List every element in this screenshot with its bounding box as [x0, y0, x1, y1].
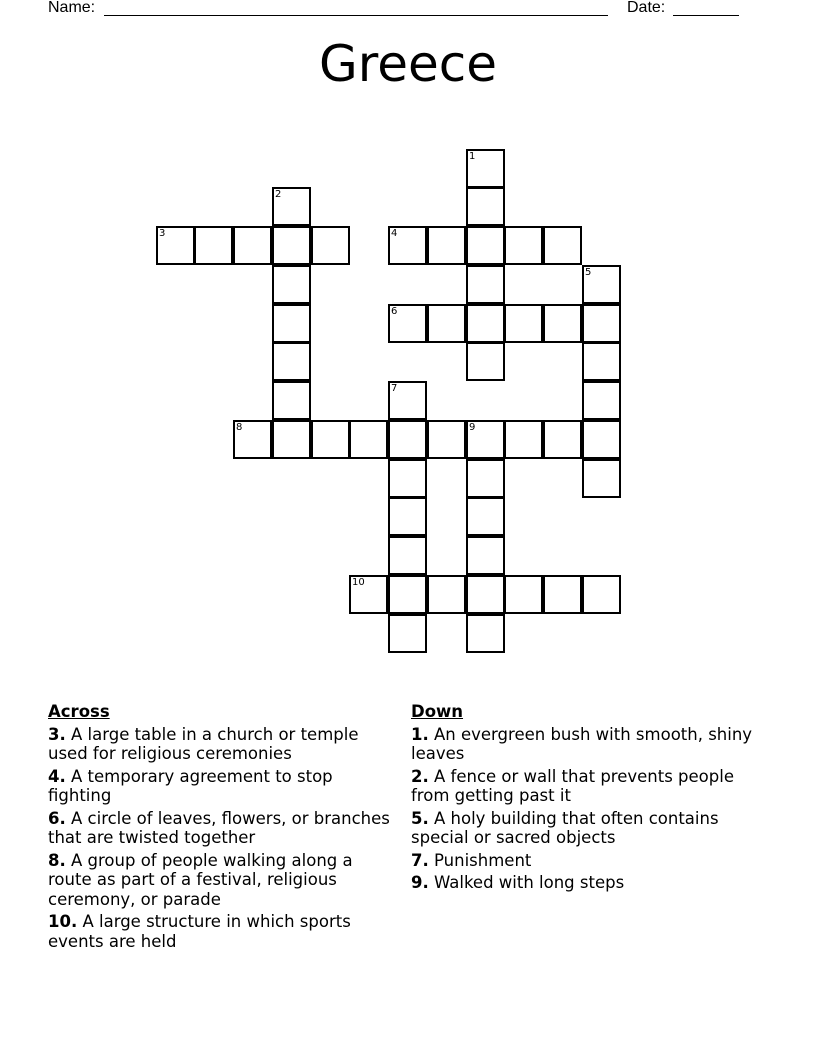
clue-text: A circle of leaves, flowers, or branches that are twisted together	[48, 808, 390, 847]
grid-cell[interactable]	[427, 575, 466, 614]
grid-cell[interactable]	[388, 497, 427, 536]
clue-number: 1.	[411, 724, 429, 744]
clue-item	[411, 851, 756, 871]
grid-cell[interactable]	[466, 226, 505, 265]
clue-text: Punishment	[434, 850, 532, 870]
grid-cell[interactable]	[543, 304, 582, 343]
grid-cell[interactable]	[466, 575, 505, 614]
grid-cell[interactable]	[272, 420, 311, 459]
grid-cell[interactable]	[466, 304, 505, 343]
down-clues	[411, 702, 756, 896]
grid-cell[interactable]	[388, 536, 427, 575]
grid-cell[interactable]	[466, 265, 505, 304]
cell-number: 1	[469, 151, 476, 162]
grid-cell[interactable]	[582, 342, 621, 381]
clue-item	[48, 809, 393, 848]
grid-cell[interactable]	[311, 420, 350, 459]
grid-cell[interactable]	[272, 226, 311, 265]
grid-cell[interactable]	[504, 575, 543, 614]
grid-cell[interactable]	[427, 420, 466, 459]
grid-cell[interactable]	[194, 226, 233, 265]
grid-cell[interactable]	[466, 459, 505, 498]
grid-cell[interactable]	[388, 420, 427, 459]
clue-text: A holy building that often contains special or sacred objects	[411, 808, 719, 847]
grid-cell[interactable]	[233, 226, 272, 265]
clue-text: A temporary agreement to stop fighting	[48, 766, 333, 805]
grid-cell[interactable]	[466, 536, 505, 575]
cell-number: 9	[469, 422, 476, 433]
grid-cell[interactable]	[311, 226, 350, 265]
grid-cell[interactable]	[349, 575, 388, 614]
grid-cell[interactable]	[582, 575, 621, 614]
clue-number: 4.	[48, 766, 66, 786]
grid-cell[interactable]	[543, 575, 582, 614]
grid-cell[interactable]	[582, 420, 621, 459]
grid-cell[interactable]	[388, 575, 427, 614]
cell-number: 10	[352, 577, 365, 588]
grid-cell[interactable]	[272, 342, 311, 381]
grid-cell[interactable]	[466, 187, 505, 226]
grid-cell[interactable]	[272, 265, 311, 304]
grid-cell[interactable]	[466, 420, 505, 459]
grid-cell[interactable]	[272, 187, 311, 226]
clue-text: A group of people walking along a route as part of a festival, religious ceremony, or parade	[48, 850, 353, 909]
down-heading: Down	[411, 702, 464, 721]
clue-item	[411, 809, 756, 848]
grid-cell[interactable]	[272, 381, 311, 420]
grid-cell[interactable]	[427, 226, 466, 265]
grid-cell[interactable]	[504, 226, 543, 265]
clue-number: 3.	[48, 724, 66, 744]
grid-cell[interactable]	[543, 420, 582, 459]
grid-cell[interactable]	[388, 381, 427, 420]
clue-item	[411, 767, 756, 806]
clue-text: An evergreen bush with smooth, shiny leaves	[411, 724, 753, 763]
clue-item	[411, 725, 756, 764]
grid-cell[interactable]	[466, 149, 505, 188]
grid-cell[interactable]	[466, 342, 505, 381]
grid-cell[interactable]	[582, 459, 621, 498]
grid-cell[interactable]	[233, 420, 272, 459]
date-label: Date:	[627, 0, 666, 16]
cell-number: 8	[236, 422, 243, 433]
date-blank-line[interactable]	[673, 15, 739, 16]
puzzle-title: Greece	[319, 35, 497, 93]
name-label: Name:	[48, 0, 96, 16]
grid-cell[interactable]	[388, 304, 427, 343]
grid-cell[interactable]	[388, 226, 427, 265]
clue-number: 10.	[48, 912, 78, 931]
cell-number: 7	[391, 383, 398, 394]
grid-cell[interactable]	[388, 614, 427, 653]
cell-number: 4	[391, 228, 398, 239]
clue-item	[48, 767, 393, 806]
cell-number: 5	[585, 267, 592, 278]
clue-item	[48, 851, 393, 910]
grid-cell[interactable]	[504, 420, 543, 459]
grid-cell[interactable]	[156, 226, 195, 265]
grid-cell[interactable]	[388, 459, 427, 498]
clue-item	[48, 912, 393, 951]
cell-number: 6	[391, 306, 398, 317]
clue-number: 2.	[411, 766, 429, 786]
clue-text: A large table in a church or temple used for religious ceremonies	[48, 724, 359, 763]
grid-cell[interactable]	[466, 614, 505, 653]
clue-item	[411, 873, 756, 893]
clue-item	[48, 725, 393, 764]
grid-cell[interactable]	[466, 497, 505, 536]
clue-number: 8.	[48, 850, 66, 870]
grid-cell[interactable]	[543, 226, 582, 265]
grid-cell[interactable]	[504, 304, 543, 343]
clue-number: 5.	[411, 808, 429, 828]
grid-cell[interactable]	[582, 381, 621, 420]
clue-text: Walked with long steps	[434, 873, 625, 892]
grid-cell[interactable]	[582, 304, 621, 343]
grid-cell[interactable]	[582, 265, 621, 304]
grid-cell[interactable]	[427, 304, 466, 343]
clue-number: 9.	[411, 873, 429, 892]
clue-number: 7.	[411, 850, 429, 870]
clue-number: 6.	[48, 808, 66, 828]
grid-cell[interactable]	[272, 304, 311, 343]
cell-number: 3	[159, 228, 166, 239]
name-blank-line[interactable]	[104, 15, 608, 16]
clue-text: A large structure in which sports events are held	[48, 912, 351, 951]
across-heading: Across	[48, 702, 110, 721]
cell-number: 2	[275, 189, 282, 200]
across-clues	[48, 702, 393, 954]
grid-cell[interactable]	[349, 420, 388, 459]
clue-text: A fence or wall that prevents people from getting past it	[411, 766, 734, 805]
